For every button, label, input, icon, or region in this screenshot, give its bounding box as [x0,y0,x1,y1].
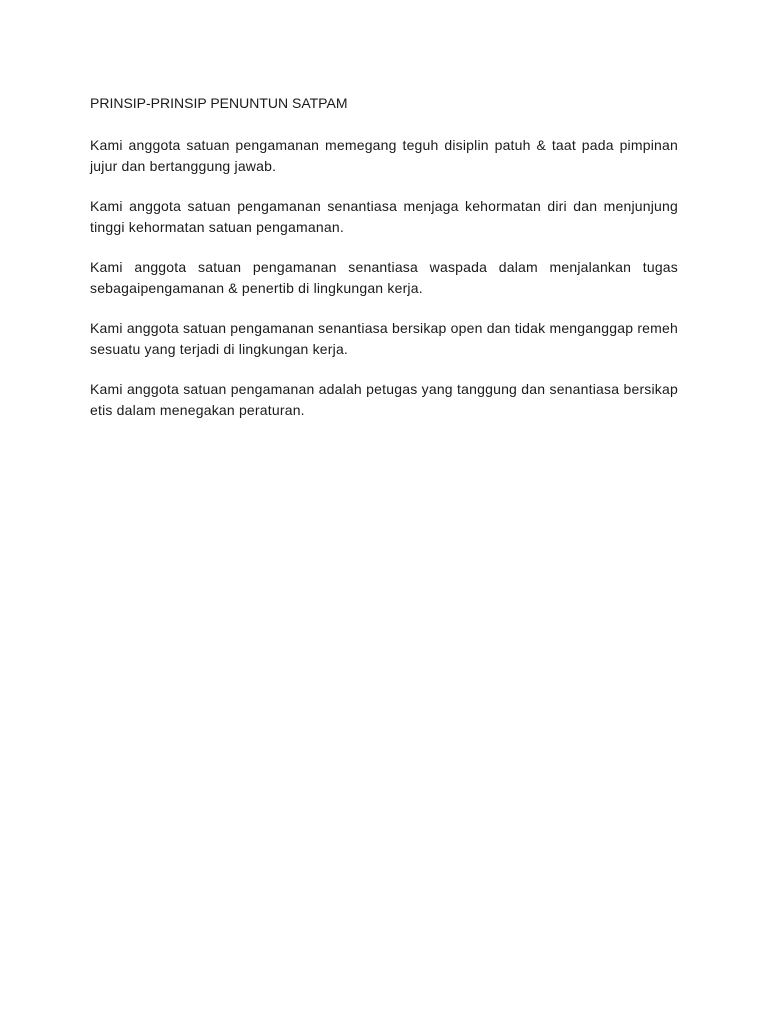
document-title: PRINSIP-PRINSIP PENUNTUN SATPAM [90,95,348,111]
document-body [90,93,678,440]
principle-paragraph-1: Kami anggota satuan pengamanan memegang teguh disiplin patuh & taat pada pimpinan jujur dan bertanggung jawab. [90,137,678,174]
principle-paragraph-4: Kami anggota satuan pengamanan senantiasa bersikap open dan tidak menganggap remeh sesuatu yang terjadi di lingkungan kerja. [90,320,678,357]
principle-paragraph-2: Kami anggota satuan pengamanan senantiasa menjaga kehormatan diri dan menjunjung tinggi kehormatan satuan pengamanan. [90,198,678,235]
principle-paragraph-5: Kami anggota satuan pengamanan adalah petugas yang tanggung dan senantiasa bersikap etis dalam menegakan peraturan. [90,381,678,418]
principle-paragraph-3: Kami anggota satuan pengamanan senantiasa waspada dalam menjalankan tugas sebagaipengamanan & penertib di lingkungan kerja. [90,259,678,296]
